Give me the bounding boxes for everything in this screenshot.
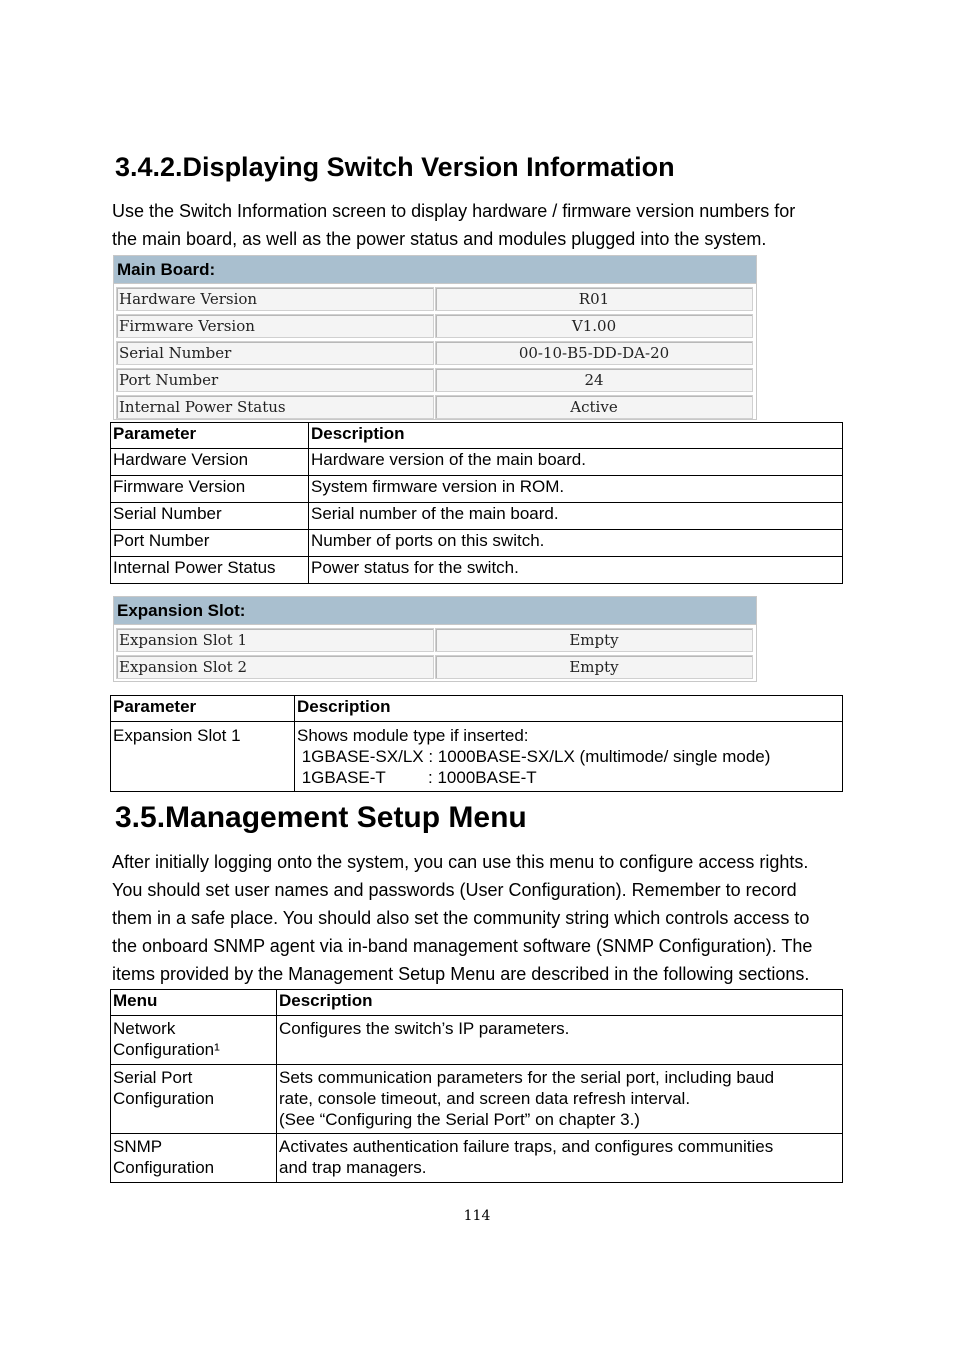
table-cell — [277, 1134, 843, 1183]
table-header-row — [111, 990, 843, 1016]
menu-line: Serial Port — [113, 1068, 193, 1087]
panel-label: Port Number — [116, 368, 434, 392]
desc-line: Activates authentication failure traps, and configures communities — [279, 1137, 774, 1156]
desc-line: Sets communication parameters for the serial port, including baud — [279, 1068, 775, 1087]
table-cell — [277, 1016, 843, 1065]
table-row — [111, 476, 843, 503]
main-board-panel-header: Main Board: — [114, 256, 756, 284]
intro-line: the onboard SNMP agent via in-band management software (SNMP Configuration). The — [112, 936, 813, 956]
table-row — [111, 722, 843, 792]
panel-label: Expansion Slot 1 — [116, 628, 434, 652]
table-cell: Serial Number — [111, 503, 309, 530]
panel-row-hardware-version — [114, 285, 756, 311]
section-heading-3-4-2: 3.4.2.Displaying Switch Version Information — [115, 152, 675, 182]
table-cell — [111, 1016, 277, 1065]
panel-label: Firmware Version — [116, 314, 434, 338]
table-row — [111, 1065, 843, 1134]
panel-value: Empty — [435, 628, 753, 652]
table-header-row — [111, 423, 843, 449]
panel-row-expansion-slot-1 — [114, 626, 756, 652]
panel-label: Serial Number — [116, 341, 434, 365]
menu-line: Configuration¹ — [113, 1040, 220, 1059]
intro-line: After initially logging onto the system, you can use this menu to configure access rights. — [112, 852, 809, 872]
table-row — [111, 503, 843, 530]
expansion-slot-parameter-table — [110, 695, 843, 792]
table-cell: Hardware version of the main board. — [309, 449, 843, 476]
table-row — [111, 449, 843, 476]
table-cell: Internal Power Status — [111, 557, 309, 584]
panel-row-expansion-slot-2 — [114, 653, 756, 679]
desc-line: 1GBASE-SX/LX : 1000BASE-SX/LX (multimode/ single mode) — [297, 747, 771, 766]
table-row — [111, 557, 843, 584]
section-3-4-2-intro — [112, 197, 852, 253]
intro-line: You should set user names and passwords (User Configuration). Remember to record — [112, 880, 797, 900]
panel-row-internal-power-status — [114, 393, 756, 419]
table-header: Description — [309, 423, 843, 449]
table-cell — [295, 722, 843, 792]
table-header: Description — [277, 990, 843, 1016]
panel-row-port-number — [114, 366, 756, 392]
panel-value: Empty — [435, 655, 753, 679]
panel-value: 24 — [435, 368, 753, 392]
panel-label: Internal Power Status — [116, 395, 434, 419]
panel-label: Expansion Slot 2 — [116, 655, 434, 679]
table-cell — [277, 1065, 843, 1134]
panel-value: R01 — [435, 287, 753, 311]
intro-line: Use the Switch Information screen to display hardware / firmware version numbers for — [112, 201, 796, 221]
desc-line: Shows module type if inserted: — [297, 726, 529, 745]
table-cell: Power status for the switch. — [309, 557, 843, 584]
section-3-5-intro — [112, 848, 852, 988]
page-number: 114 — [463, 1208, 491, 1224]
menu-line: SNMP — [113, 1137, 163, 1156]
menu-line: Configuration — [113, 1158, 215, 1177]
expansion-slot-panel — [113, 596, 757, 682]
menu-line: Configuration — [113, 1089, 215, 1108]
table-row — [111, 1134, 843, 1183]
table-header: Menu — [111, 990, 277, 1016]
table-header: Parameter — [111, 423, 309, 449]
table-cell: Port Number — [111, 530, 309, 557]
table-cell — [111, 1134, 277, 1183]
table-header: Parameter — [111, 696, 295, 722]
desc-line: rate, console timeout, and screen data refresh interval. — [279, 1089, 691, 1108]
main-board-panel — [113, 255, 757, 420]
panel-row-serial-number — [114, 339, 756, 365]
desc-line: 1GBASE-T : 1000BASE-T — [297, 768, 537, 787]
desc-line: (See “Configuring the Serial Port” on chapter 3.) — [279, 1110, 640, 1129]
management-menu-table — [110, 989, 843, 1183]
table-cell: Hardware Version — [111, 449, 309, 476]
table-cell — [111, 1065, 277, 1134]
table-header-row — [111, 696, 843, 722]
expansion-slot-panel-header: Expansion Slot: — [114, 597, 756, 625]
desc-line: Configures the switch’s IP parameters. — [279, 1019, 570, 1038]
panel-value: V1.00 — [435, 314, 753, 338]
intro-line: them in a safe place. You should also set the community string which controls access to — [112, 908, 810, 928]
panel-label: Hardware Version — [116, 287, 434, 311]
table-cell: Serial number of the main board. — [309, 503, 843, 530]
table-header: Description — [295, 696, 843, 722]
table-cell: System firmware version in ROM. — [309, 476, 843, 503]
table-cell: Number of ports on this switch. — [309, 530, 843, 557]
main-board-parameter-table — [110, 422, 843, 584]
table-row — [111, 1016, 843, 1065]
panel-value: 00-10-B5-DD-DA-20 — [435, 341, 753, 365]
menu-line: Network — [113, 1019, 176, 1038]
panel-row-firmware-version — [114, 312, 756, 338]
intro-line: the main board, as well as the power status and modules plugged into the system. — [112, 229, 767, 249]
table-cell: Expansion Slot 1 — [111, 722, 295, 792]
table-cell: Firmware Version — [111, 476, 309, 503]
desc-line: and trap managers. — [279, 1158, 427, 1177]
intro-line: items provided by the Management Setup Menu are described in the following sections. — [112, 964, 810, 984]
panel-value: Active — [435, 395, 753, 419]
table-row — [111, 530, 843, 557]
section-heading-3-5: 3.5.Management Setup Menu — [115, 801, 527, 834]
